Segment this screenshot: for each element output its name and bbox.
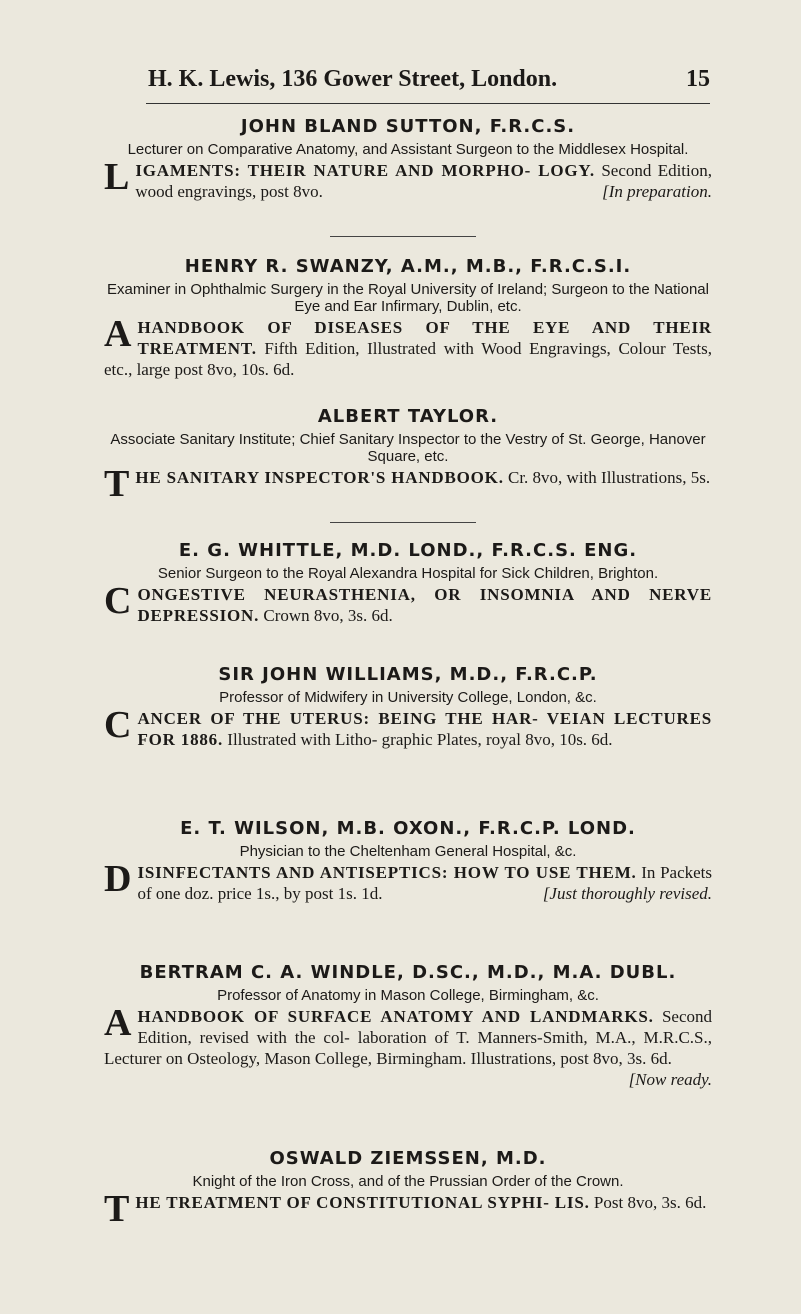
book-listing [104,704,712,750]
author-name: SIR JOHN WILLIAMS, M.D., F.R.C.P. [218,664,598,685]
book-entry-whittle [104,540,712,626]
drop-initial: A [104,1002,132,1044]
book-details: Crown 8vo, 3s. 6d. [263,606,393,625]
book-listing [104,156,712,202]
author-name: BERTRAM C. A. WINDLE, D.SC., M.D., M.A. DUBL. [139,962,677,983]
book-details: Illustrated with Litho- graphic Plates, royal 8vo, 10s. 6d. [227,730,613,749]
drop-initial: C [104,704,132,746]
author-description: Senior Surgeon to the Royal Alexandra Hospital for Sick Children, Brighton. [157,565,659,582]
book-title: HANDBOOK OF DISEASES OF THE EYE AND THEIR TREATMENT. [137,318,712,358]
book-entry-taylor [104,406,712,505]
book-listing [104,1002,713,1089]
book-entry-wilson [104,818,712,904]
book-title: ISINFECTANTS AND ANTISEPTICS: HOW TO USE THEM. [137,863,637,882]
author-description: Lecturer on Comparative Anatomy, and Assistant Surgeon to the Middlesex Hospital. [127,141,689,158]
book-details: In Packets of one doz. price 1s., by post 1s. 1d. [137,863,712,903]
book-details: Fifth Edition, Illustrated with Wood Engravings, Colour Tests, etc., large post 8vo, 10s. 6d. [104,339,713,379]
book-entry-sutton [104,116,712,202]
author-name: JOHN BLAND SUTTON, F.R.C.S. [240,116,576,137]
drop-initial: T [104,1188,130,1230]
author-description: Physician to the Cheltenham General Hospital, &c. [239,843,577,860]
author-name: E. G. WHITTLE, M.D. LOND., F.R.C.S. ENG. [178,540,638,561]
book-listing [104,580,712,626]
author-description: Associate Sanitary Institute; Chief Sanitary Inspector to the Vestry of St. George, Hanover Square, etc. [110,431,706,465]
drop-initial: C [104,580,132,622]
author-name: OSWALD ZIEMSSEN, M.D. [269,1148,547,1169]
book-listing [104,1188,712,1230]
publisher-address: H. K. Lewis, 136 Gower Street, London. [148,66,558,92]
author-description: Knight of the Iron Cross, and of the Prussian Order of the Crown. [192,1173,624,1190]
book-title: HANDBOOK OF SURFACE ANATOMY AND LANDMARKS. [137,1007,654,1026]
book-status: [In preparation. [602,182,712,201]
book-title: IGAMENTS: THEIR NATURE AND MORPHO- LOGY. [135,161,595,180]
author-description: Professor of Anatomy in Mason College, Birmingham, &c. [217,987,599,1004]
section-rule [330,236,476,237]
author-description: Professor of Midwifery in University College, London, &c. [219,689,597,706]
book-listing [104,313,713,380]
author-description: Examiner in Ophthalmic Surgery in the Royal University of Ireland; Surgeon to the National Eye and Ear Infirmary, Dublin, etc. [107,281,709,315]
book-details: Second Edition, wood engravings, post 8vo. [135,161,712,201]
author-name: E. T. WILSON, M.B. OXON., F.R.C.P. LOND. [180,818,636,839]
book-title: ANCER OF THE UTERUS: BEING THE HAR- VEIAN LECTURES FOR 1886. [137,709,712,749]
book-entry-ziemssen [104,1148,712,1230]
book-details: Post 8vo, 3s. 6d. [593,1193,707,1212]
author-name: ALBERT TAYLOR. [317,406,499,427]
book-listing [104,463,712,505]
drop-initial: L [104,156,130,198]
book-title: HE SANITARY INSPECTOR'S HANDBOOK. [135,468,504,487]
book-status: [Now ready. [628,1070,712,1089]
section-rule [330,522,476,523]
book-title: HE TREATMENT OF CONSTITUTIONAL SYPHI- LIS. [135,1193,590,1212]
book-details: Cr. 8vo, with Illustrations, 5s. [508,468,711,487]
book-details: Second Edition, revised with the col- laboration of T. Manners-Smith, M.A., M.R.C.S., Lecturer on Osteology, Mason College, Birmingham. Illustrations, post 8vo, 3s. 6d. [104,1007,713,1068]
book-entry-swanzy [104,256,712,380]
drop-initial: T [104,463,130,505]
drop-initial: D [104,858,132,900]
book-listing [104,858,712,904]
book-entry-windle [104,962,712,1090]
book-status: [Just thoroughly revised. [542,884,712,903]
book-entry-williams [104,664,712,750]
drop-initial: A [104,313,132,355]
author-name: HENRY R. SWANZY, A.M., M.B., F.R.C.S.I. [184,256,632,277]
header-rule [146,103,710,104]
book-title: ONGESTIVE NEURASTHENIA, OR INSOMNIA AND NERVE DEPRESSION. [137,585,712,625]
running-header [148,66,710,93]
page-number: 15 [686,66,710,92]
